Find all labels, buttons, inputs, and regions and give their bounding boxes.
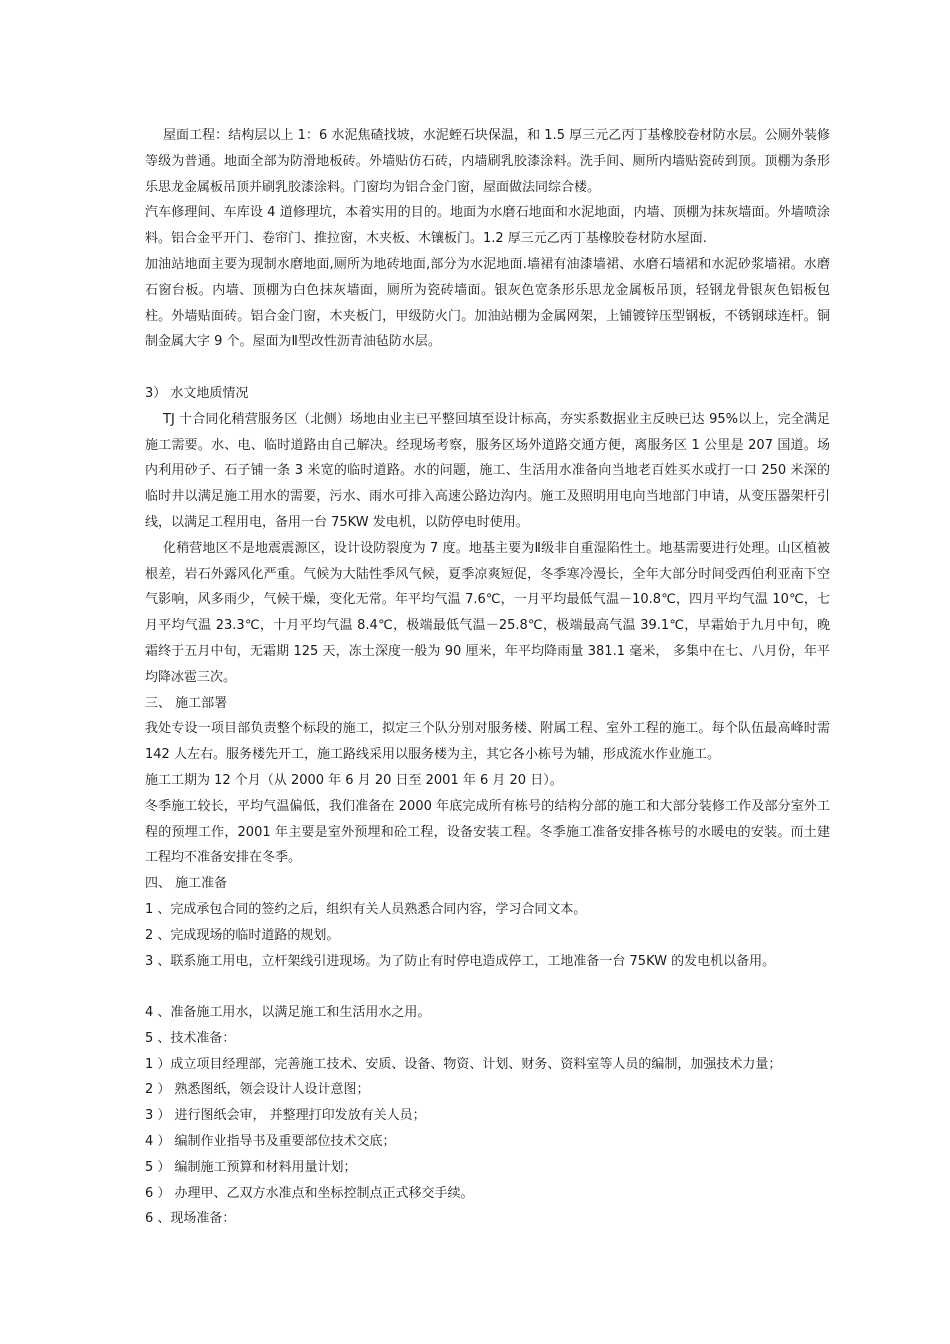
section-heading-preparation: 四、 施工准备 bbox=[145, 876, 228, 892]
blank-line bbox=[145, 355, 830, 381]
paragraph-winter-plan: 冬季施工较长，平均气温偏低，我们准备在 2000 年底完成所有栋号的结构分部的施工和大部分装修工作及部分室外工程的预埋工作，2001 年主要是室外预埋和砼工程，设备安装工程。冬季施工准备安排各栋号的水暖电的安装。而土建工程均不准备安排在冬季。 bbox=[145, 798, 830, 866]
list-item-prep-3: 3 、联系施工用电，立杆架线引进现场。为了防止有时停电造成停工，工地准备一台 75KW 的发电机以备用。 bbox=[145, 953, 776, 969]
list-item-prep-6: 6 、现场准备： bbox=[145, 1211, 236, 1227]
sub-item-5-5: 5 ） 编制施工预算和材料用量计划； bbox=[145, 1159, 357, 1175]
paragraph-teams: 我处专设一项目部负责整个标段的施工，拟定三个队分别对服务楼、附属工程、室外工程的施工。每个队伍最高峰时需 142 人左右。服务楼先开工，施工路线采用以服务楼为主，其它各小栋号为辅，形成流水作业施工。 bbox=[145, 721, 830, 763]
sub-item-5-3: 3 ） 进行图纸会审， 并整理打印发放有关人员； bbox=[145, 1108, 426, 1124]
list-item-prep-5: 5 、技术准备： bbox=[145, 1030, 236, 1046]
list-item-prep-1: 1 、完成承包合同的签约之后，组织有关人员熟悉合同内容，学习合同文本。 bbox=[145, 901, 587, 917]
paragraph-schedule: 施工工期为 12 个月（从 2000 年 6 月 20 日至 2001 年 6 月 20 日）。 bbox=[145, 772, 563, 788]
paragraph-climate: 化稍营地区不是地震震源区，设计设防裂度为 7 度。地基主要为Ⅱ级非自重湿陷性土。地基需要进行处理。山区植被根差，岩石外露风化严重。气候为大陆性季风气候，夏季凉爽短促，冬季寒冷漫长，全年大部分时间受西伯利亚南下空气影响，风多雨少，气候干燥，变化无常。年平均气温 7.6℃，一月平均最低气温－10.8℃，四月平均气温 10℃，七月平均气温 23.3℃，十月平均气温 8.4℃，极端最低气温－25.8℃，极端最高气温 39.1℃，早霜始于九月中旬，晚霜终于五月中旬，无霜期 125 天，冻土深度一般为 90 厘米，年平均降雨量 381.1 毫米， 多集中在七、八月份，年平均降冰雹三次。 bbox=[145, 540, 830, 685]
paragraph-site-conditions: TJ 十合同化稍营服务区（北侧）场地由业主已平整回填至设计标高，夯实系数据业主反映已达 95%以上，完全满足施工需要。水、电、临时道路由自己解决。经现场考察，服务区场外道路交通方便，离服务区 1 公里是 207 国道。场内利用砂子、石子铺一条 3 米宽的临时道路。水的问题，施工、生活用水准备向当地老百姓买水或打一口 250 米深的临时井以满足施工用水的需要，污水、雨水可排入高速公路边沟内。施工及照明用电向当地部门申请，从变压器架杆引线，以满足工程用电，备用一台 75KW 发电机，以防停电时使用。 bbox=[145, 411, 830, 530]
sub-item-5-1: 1 ）成立项目经理部，完善施工技术、安质、设备、物资、计划、财务、资料室等人员的编制，加强技术力量； bbox=[145, 1056, 782, 1072]
sub-item-5-2: 2 ） 熟悉图纸，领会设计人设计意图； bbox=[145, 1082, 370, 1098]
section-heading-deployment: 三、 施工部署 bbox=[145, 695, 228, 711]
list-item-prep-2: 2 、完成现场的临时道路的规划。 bbox=[145, 927, 340, 943]
section-heading-hydrology: 3） 水文地质情况 bbox=[145, 385, 249, 401]
paragraph-garage: 汽车修理间、车库设 4 道修理坑，本着实用的目的。地面为水磨石地面和水泥地面，内墙、顶棚为抹灰墙面。外墙喷涂料。铝合金平开门、卷帘门、推拉窗，木夹板、木镶板门。1.2 厚三元乙丙丁基橡胶卷材防水屋面. bbox=[145, 205, 830, 247]
paragraph-gas-station: 加油站地面主要为现制水磨地面,厕所为地砖地面,部分为水泥地面.墙裙有油漆墙裙、水磨石墙裙和水泥砂浆墙裙。水磨石窗台板。内墙、顶棚为白色抹灰墙面，厕所为瓷砖墙面。银灰色宽条形乐思龙金属板吊顶，轻钢龙骨银灰色铝板包柱。外墙贴面砖。铝合金门窗，木夹板门，甲级防火门。加油站棚为金属网架，上铺镀锌压型钢板，不锈钢球连杆。铜制金属大字 9 个。屋面为Ⅱ型改性沥青油毡防水层。 bbox=[145, 256, 830, 350]
sub-item-5-4: 4 ） 编制作业指导书及重要部位技术交底； bbox=[145, 1134, 396, 1150]
sub-item-5-6: 6 ） 办理甲、乙双方水准点和坐标控制点正式移交手续。 bbox=[145, 1185, 474, 1201]
blank-line bbox=[145, 974, 830, 1000]
paragraph-roof-works: 屋面工程：结构层以上 1：6 水泥焦碴找坡，水泥蛭石块保温，和 1.5 厚三元乙丙丁基橡胶卷材防水层。公厕外装修等级为普通。地面全部为防滑地板砖。外墙贴仿石砖，内墙刷乳胶漆涂料。洗手间、厕所内墙贴瓷砖到顶。顶棚为条形乐思龙金属板吊顶并刷乳胶漆涂料。门窗均为铝合金门窗，屋面做法同综合楼。 bbox=[145, 128, 830, 195]
list-item-prep-4: 4 、准备施工用水，以满足施工和生活用水之用。 bbox=[145, 1005, 431, 1021]
